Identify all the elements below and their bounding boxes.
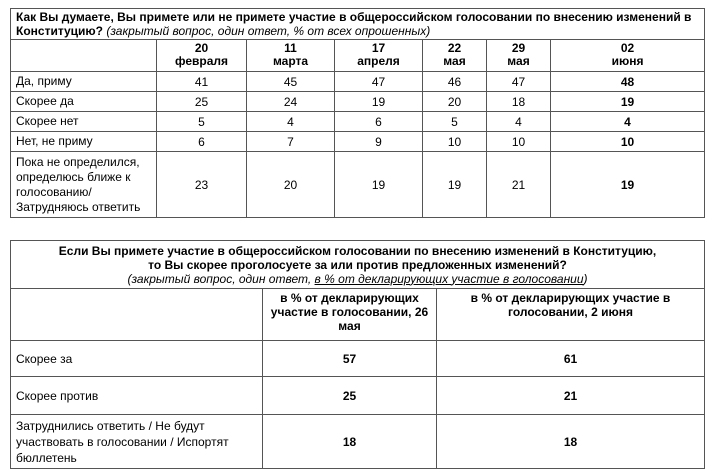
table-cell: 20 <box>423 92 487 112</box>
table-cell: 6 <box>157 132 247 152</box>
row-label: Скорее против <box>11 377 263 415</box>
participation-table <box>10 8 705 218</box>
table-cell: 45 <box>247 72 335 92</box>
table-cell: 47 <box>335 72 423 92</box>
voting-question-line1: Если Вы примете участие в общероссийском голосовании по внесению изменений в Конституцию, <box>58 243 657 258</box>
table-cell: 4 <box>487 112 551 132</box>
row-label: Скорее за <box>11 341 263 377</box>
date-header-1: 11 марта <box>247 40 335 72</box>
table-cell: 19 <box>423 152 487 218</box>
table-cell: 21 <box>437 377 705 415</box>
table-cell: 57 <box>263 341 437 377</box>
table-cell: 23 <box>157 152 247 218</box>
row-label: Затруднились ответить / Не будут участвовать в голосовании / Испортят бюллетень <box>11 415 263 469</box>
table-cell: 18 <box>263 415 437 469</box>
participation-note: (закрытый вопрос, один ответ, % от всех опрошенных) <box>106 24 431 38</box>
table-row <box>11 341 705 377</box>
header-empty <box>11 289 263 341</box>
table-cell-latest: 19 <box>551 152 705 218</box>
table-row <box>11 415 705 469</box>
date-header-0: 20 февраля <box>157 40 247 72</box>
row-label: Да, приму <box>11 72 157 92</box>
table-cell: 18 <box>437 415 705 469</box>
table-cell: 61 <box>437 341 705 377</box>
voting-question-line2: то Вы скорее проголосуете за или против предложенных изменений? <box>148 257 567 272</box>
table-cell: 25 <box>263 377 437 415</box>
table-cell: 5 <box>157 112 247 132</box>
voting-intention-table <box>10 240 705 469</box>
row-label: Скорее да <box>11 92 157 112</box>
date-header-5: 02 июня <box>551 40 705 72</box>
table-cell: 19 <box>335 152 423 218</box>
date-header-4: 29 мая <box>487 40 551 72</box>
table-cell: 4 <box>247 112 335 132</box>
header-empty <box>11 40 157 72</box>
table-cell: 24 <box>247 92 335 112</box>
table-cell: 25 <box>157 92 247 112</box>
table-cell: 47 <box>487 72 551 92</box>
column-header-may26: в % от декларирующих участие в голосовании, 26 мая <box>263 289 437 341</box>
row-label: Скорее нет <box>11 112 157 132</box>
table-row <box>11 72 705 92</box>
table-cell: 10 <box>423 132 487 152</box>
table-cell: 46 <box>423 72 487 92</box>
participation-question: Как Вы думаете, Вы примете или не примете участие в общероссийском голосовании по внесению изменений в Конституцию? <box>16 10 692 38</box>
row-label: Пока не определился, определюсь ближе к голосованию/ Затрудняюсь ответить <box>11 152 157 218</box>
table-row <box>11 152 705 218</box>
voting-question-cell <box>11 241 705 289</box>
table-cell-latest: 4 <box>551 112 705 132</box>
table-cell: 20 <box>247 152 335 218</box>
table-cell: 7 <box>247 132 335 152</box>
table-cell: 41 <box>157 72 247 92</box>
table-cell: 10 <box>487 132 551 152</box>
table-cell: 9 <box>335 132 423 152</box>
table-cell: 6 <box>335 112 423 132</box>
table-cell-latest: 10 <box>551 132 705 152</box>
table-cell: 18 <box>487 92 551 112</box>
table-cell: 5 <box>423 112 487 132</box>
table-cell: 19 <box>335 92 423 112</box>
row-label: Нет, не приму <box>11 132 157 152</box>
table-cell: 21 <box>487 152 551 218</box>
date-header-2: 17 апреля <box>335 40 423 72</box>
table-row <box>11 112 705 132</box>
column-header-jun2: в % от декларирующих участие в голосовании, 2 июня <box>437 289 705 341</box>
table-row <box>11 92 705 112</box>
participation-question-cell <box>11 9 705 40</box>
table-row <box>11 132 705 152</box>
table-cell-latest: 19 <box>551 92 705 112</box>
table-row <box>11 377 705 415</box>
date-header-3: 22 мая <box>423 40 487 72</box>
voting-note: (закрытый вопрос, один ответ, в % от декларирующих участие в голосовании) <box>127 271 588 286</box>
table-cell-latest: 48 <box>551 72 705 92</box>
